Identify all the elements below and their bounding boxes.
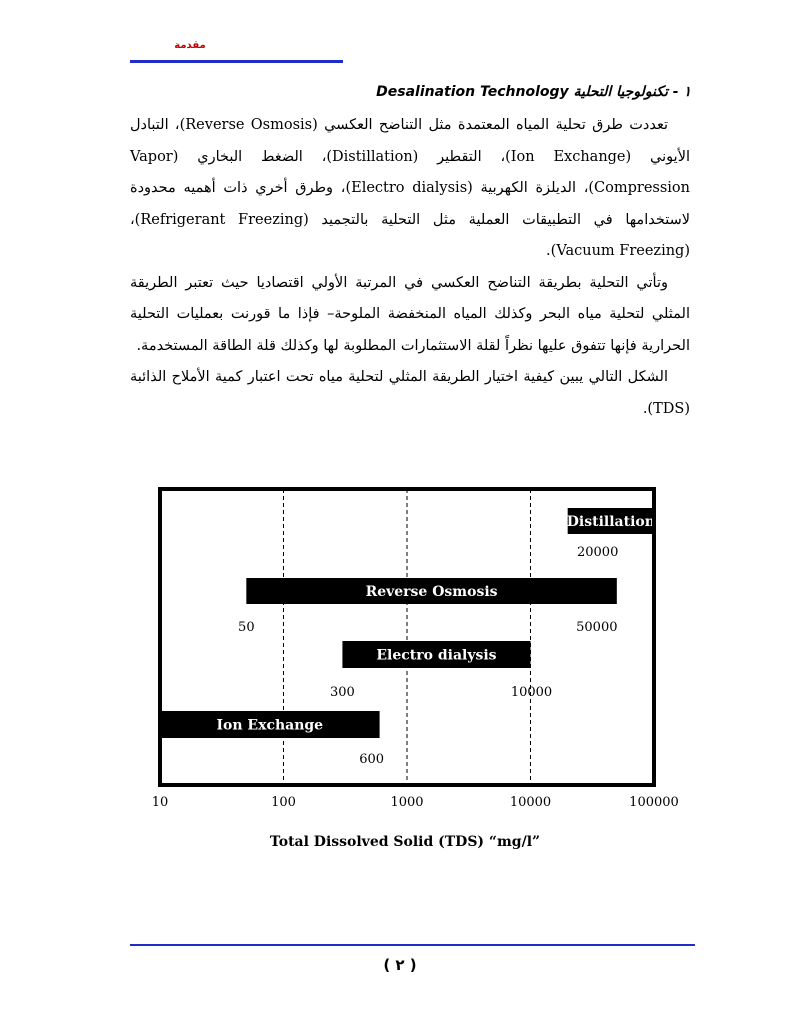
header-section-label: مقدمة bbox=[174, 40, 206, 51]
bar-label: Electro dialysis bbox=[376, 647, 497, 664]
paragraph-methods: تعددت طرق تحلية المياه المعتمدة مثل التناضح العكسي (Reverse Osmosis)، التبادل الأيوني (Ion Exchange)، التقطير (Distillation)، الضغط البخاري (Vapor Compression)، الديلزة الكهربية (Electro dialysis)، وطرق أخري ذات أهميه محدودة لاستخدامها في التطبيقات العملية مثل التحلية بالتجميد (Refrigerant Freezing)، (Vacuum Freezing). bbox=[130, 117, 691, 259]
bar-label: Ion Exchange bbox=[216, 717, 324, 734]
x-tick-label: 10000 bbox=[509, 795, 552, 810]
bar-label: Reverse Osmosis bbox=[365, 584, 498, 600]
bar-min-label: 20000 bbox=[576, 545, 619, 560]
bar-max-label: 50000 bbox=[576, 620, 618, 635]
bar-label: Distillation bbox=[566, 514, 655, 530]
paragraph-reverse-osmosis: وتأتي التحلية بطريقة التناضح العكسي في المرتبة الأولي اقتصاديا حيث تعتبر الطريقة المثلي لتحلية مياه البحر وكذلك المياه المنخفضة الملوحة– فإذا ما قورنت بعمليات التحلية الحرارية فإنها تتفوق عليها نظراً لقلة الاستثمارات المطلوبة لها وكذلك قلة الطاقة المستخدمة. bbox=[130, 274, 690, 354]
footer-rule bbox=[130, 944, 695, 946]
x-tick-label: 100000 bbox=[629, 795, 679, 810]
section-heading: ١ - تكنولوجيا التحلية Desalination Technology bbox=[376, 84, 691, 100]
bar-max-label: 10000 bbox=[510, 685, 553, 700]
x-tick-label: 100 bbox=[271, 795, 296, 810]
x-tick-label: 1000 bbox=[390, 795, 424, 810]
page-number: ( ٢ ) bbox=[383, 956, 417, 974]
x-axis-label: Total Dissolved Solid (TDS) “mg/l” bbox=[269, 834, 541, 850]
bar-max-label: 600 bbox=[359, 752, 385, 767]
bar-min-label: 50 bbox=[238, 620, 255, 635]
x-tick-label: 10 bbox=[151, 795, 169, 810]
paragraph-figure-intro: الشكل التالي يبين كيفية اختيار الطريقة المثلي لتحلية مياه تحت اعتبار كمية الأملاح الذائبة (TDS). bbox=[130, 369, 690, 417]
bar-min-label: 300 bbox=[330, 685, 355, 700]
